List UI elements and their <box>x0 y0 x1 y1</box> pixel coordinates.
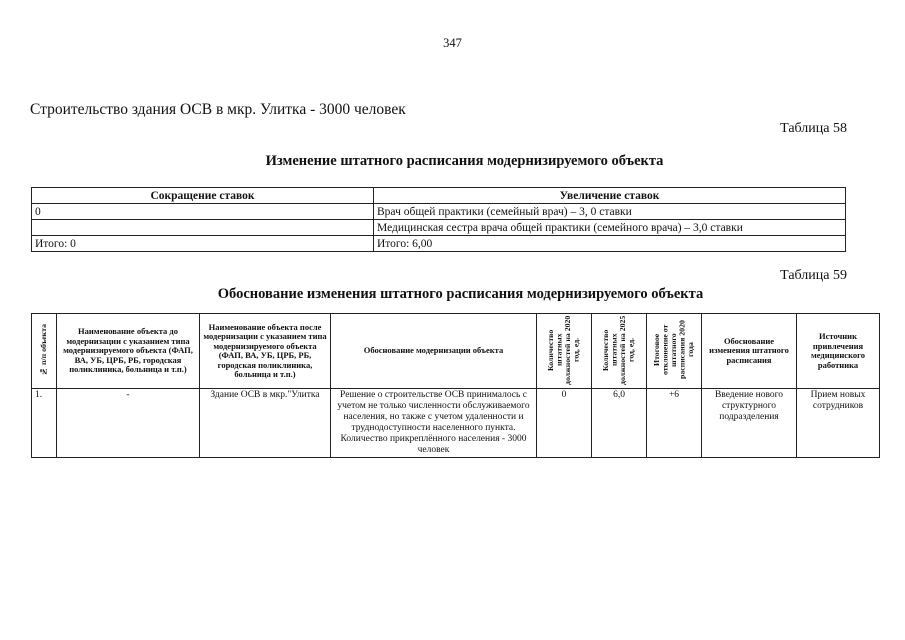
column-header: Количество штатных должностей на 2020 год, ед. <box>537 314 592 389</box>
table-cell: Медицинская сестра врача общей практики (семейного врача) – 3,0 ставки <box>374 220 846 236</box>
table-58-label: Таблица 58 <box>780 121 847 136</box>
table-cell: Итого: 6,00 <box>374 236 846 252</box>
table-cell <box>32 220 374 236</box>
table-cell: Введение нового структурного подразделения <box>702 389 797 458</box>
column-header: № п/п объекта <box>32 314 57 389</box>
table-cell: 1. <box>32 389 57 458</box>
table-row <box>32 389 880 458</box>
table-cell: 0 <box>32 204 374 220</box>
column-header: Наименование объекта до модернизации с указанием типа модернизируемого объекта (ФАП, ВА, УБ, ЦРБ, РБ, городская поликлиника, больница и т.п.) <box>57 314 200 389</box>
table-cell: Врач общей практики (семейный врач) – 3, 0 ставки <box>374 204 846 220</box>
column-header: Наименование объекта после модернизации с указанием типа модернизируемого объекта (ФАП, ВА, УБ, ЦРБ, РБ, городская поликлиника, больница и т.п.) <box>200 314 331 389</box>
staffing-change-table <box>31 187 846 252</box>
table-cell: - <box>57 389 200 458</box>
table-cell: Итого: 0 <box>32 236 374 252</box>
table-59-title: Обоснование изменения штатного расписания модернизируемого объекта <box>217 286 704 302</box>
column-header: Обоснование модернизации объекта <box>331 314 537 389</box>
table-header-row <box>32 188 846 204</box>
column-header: Итоговое отклонение от штатного расписания 2020 года <box>647 314 702 389</box>
table-58-title: Изменение штатного расписания модернизируемого объекта <box>265 153 664 169</box>
table-59-label: Таблица 59 <box>780 268 847 283</box>
table-row <box>32 204 846 220</box>
table-row <box>32 236 846 252</box>
column-header: Увеличение ставок <box>374 188 846 204</box>
table-cell: Прием новых сотрудников <box>797 389 880 458</box>
column-header: Обоснование изменения штатного расписания <box>702 314 797 389</box>
table-cell: Решение о строительстве ОСВ принималось с учетом не только численности обслуживаемого населения, но также с учетом удаленности и труднодоступности населенного пункта. Количество прикреплённого населения - 3000 человек <box>331 389 537 458</box>
staffing-justification-table <box>31 313 880 458</box>
column-header: Количество штатных должностей на 2025 год, ед. <box>592 314 647 389</box>
document-heading: Строительство здания ОСВ в мкр. Улитка - 3000 человек <box>30 101 406 118</box>
table-cell: +6 <box>647 389 702 458</box>
table-cell: 0 <box>537 389 592 458</box>
column-header: Сокращение ставок <box>32 188 374 204</box>
column-header: Источник привлечения медицинского работника <box>797 314 880 389</box>
table-header-row <box>32 314 880 389</box>
table-cell: Здание ОСВ в мкр."Улитка <box>200 389 331 458</box>
table-row <box>32 220 846 236</box>
table-cell: 6,0 <box>592 389 647 458</box>
page-number: 347 <box>443 36 462 50</box>
